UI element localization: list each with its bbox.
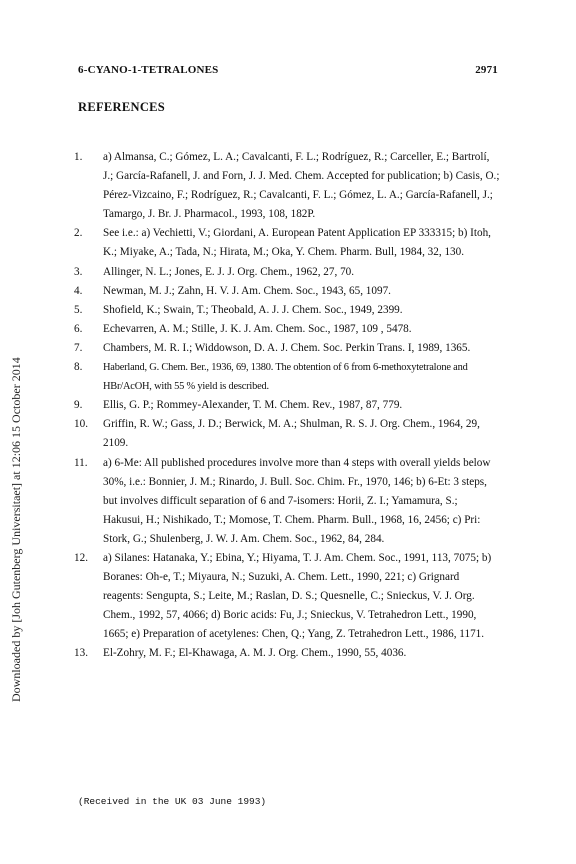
download-watermark: Downloaded by [Joh Gutenberg Universitaet] at 12:06 15 October 2014	[9, 357, 23, 702]
reference-text: Allinger, N. L.; Jones, E. J. J. Org. Chem., 1962, 27, 70.	[103, 265, 355, 278]
reference-text: Ellis, G. P.; Rommey-Alexander, T. M. Chem. Rev., 1987, 87, 779.	[103, 399, 403, 412]
reference-number: 13.	[74, 647, 88, 660]
reference-number: 10.	[74, 418, 88, 431]
reference-number: 3.	[74, 265, 83, 278]
received-date: (Received in the UK 03 June 1993)	[78, 796, 267, 807]
reference-number: 6.	[74, 322, 83, 335]
reference-item	[74, 224, 500, 262]
reference-item	[74, 320, 500, 339]
reference-number: 1.	[74, 151, 83, 163]
reference-item	[74, 396, 500, 415]
reference-item	[74, 415, 500, 453]
reference-text: Echevarren, A. M.; Stille, J. K. J. Am. Chem. Soc., 1987, 109 , 5478.	[103, 322, 412, 335]
reference-text: See i.e.: a) Vechietti, V.; Giordani, A. European Patent Application EP 333315; b) Itoh, K.; Miyake, A.; Tada, N.; Hirata, M.; Oka, Y. Chem. Pharm. Bull, 1984, 32, 130.	[103, 227, 491, 259]
reference-item	[74, 454, 500, 549]
page-number: 2971	[475, 64, 498, 76]
reference-number: 12.	[74, 551, 88, 564]
reference-number: 11.	[74, 456, 88, 469]
reference-number: 8.	[74, 361, 83, 374]
reference-text: Newman, M. J.; Zahn, H. V. J. Am. Chem. Soc., 1943, 65, 1097.	[103, 284, 391, 297]
reference-text: Griffin, R. W.; Gass, J. D.; Berwick, M. A.; Shulman, R. S. J. Org. Chem., 1964, 29, 2109.	[103, 418, 480, 450]
section-title: REFERENCES	[78, 100, 166, 114]
running-header	[78, 64, 498, 76]
reference-item	[74, 339, 500, 358]
reference-item	[74, 301, 500, 320]
reference-item	[74, 263, 500, 282]
reference-text: Chambers, M. R. I.; Widdowson, D. A. J. Chem. Soc. Perkin Trans. I, 1989, 1365.	[103, 341, 471, 354]
reference-text: Haberland, G. Chem. Ber., 1936, 69, 1380. The obtention of 6 from 6-methoxytetralone and HBr/AcOH, with 55 % yield is described.	[103, 362, 468, 393]
reference-item	[74, 549, 500, 644]
reference-text: El-Zohry, M. F.; El-Khawaga, A. M. J. Org. Chem., 1990, 55, 4036.	[103, 647, 407, 660]
reference-number: 9.	[74, 399, 83, 412]
reference-text: a) Silanes: Hatanaka, Y.; Ebina, Y.; Hiyama, T. J. Am. Chem. Soc., 1991, 113, 7075; b) Boranes: Oh-e, T.; Miyaura, N.; Suzuki, A. Chem. Lett., 1990, 221; c) Grignard reagents: Sengupta, S.; Leite, M.; Raslan, D. S.; Quesnelle, C.; Snieckus, V. J. Org. Chem., 1992, 57, 4066; d) Boric acids: Fu, J.; Snieckus, V. Tetrahedron Lett., 1990, 1665; e) Preparation of acetylenes: Chen, Q.; Yang, Z. Tetrahedron Lett., 1986, 1171.	[103, 551, 492, 641]
reference-item	[74, 148, 500, 224]
reference-number: 5.	[74, 303, 83, 316]
reference-list	[74, 148, 500, 664]
reference-item	[74, 282, 500, 301]
running-title: 6-CYANO-1-TETRALONES	[78, 64, 219, 76]
reference-number: 7.	[74, 341, 83, 354]
reference-text: Shofield, K.; Swain, T.; Theobald, A. J. J. Chem. Soc., 1949, 2399.	[103, 303, 403, 316]
reference-item	[74, 358, 500, 396]
reference-text: a) Almansa, C.; Gómez, L. A.; Cavalcanti, F. L.; Rodríguez, R.; Carceller, E.; Bartrolí, J.; García-Rafanell, J. and Forn, J. J. Med. Chem. Accepted for publication; b) Casis, O.; Pérez-Vizcaino, F.; Rodríguez, R.; Cavalcanti, F. L.; Gómez, L. A.; García-Rafanell, J.; Tamargo, J. Br. J. Pharmacol., 1993, 108, 182P.	[103, 151, 500, 221]
reference-number: 4.	[74, 284, 83, 297]
reference-item	[74, 644, 500, 663]
reference-text: a) 6-Me: All published procedures involve more than 4 steps with overall yields below 30%, i.e.: Bonnier, J. M.; Rinardo, J. Bull. Soc. Chim. Fr., 1970, 146; b) 6-Et: 3 steps, but involves difficult separation of 6 and 7-isomers: Horii, Z. I.; Yamamura, S.; Hakusui, H.; Nishikado, T.; Momose, T. Chem. Pharm. Bull., 1968, 16, 2456; c) Pri: Stork, G.; Shulenberg, J. W. J. Am. Chem. Soc., 1962, 84, 284.	[103, 456, 491, 545]
reference-number: 2.	[74, 227, 83, 240]
